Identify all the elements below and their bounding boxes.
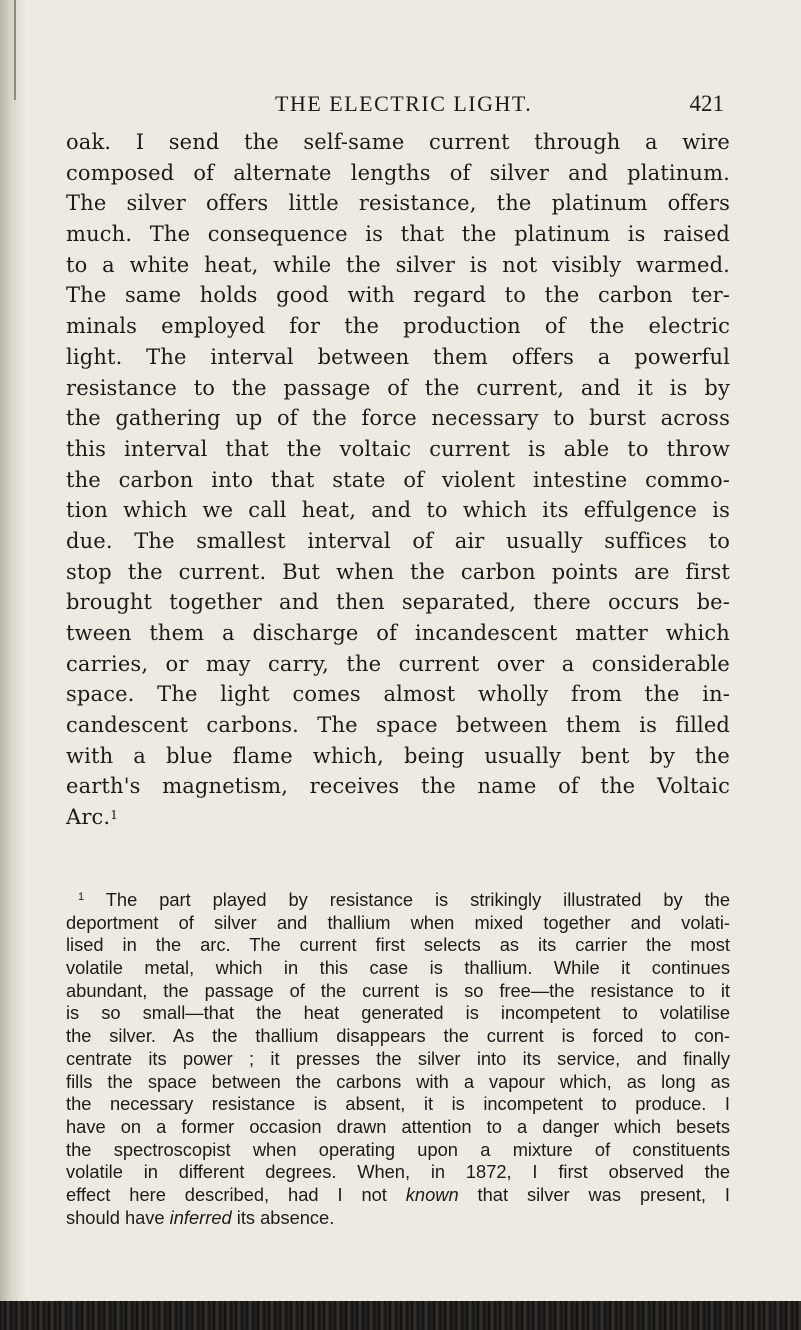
body-line: space. The light comes almost wholly from the in- <box>66 682 730 707</box>
body-line: minals employed for the production of the electric <box>66 314 730 339</box>
body-line: resistance to the passage of the current, and it is by <box>66 375 730 400</box>
footnote-italic: inferred <box>169 1206 232 1228</box>
footnote-line: centrate its power ; it presses the silver into its service, and finally <box>66 1047 730 1069</box>
body-line: tween them a discharge of incandescent matter which <box>66 621 730 645</box>
body-line: the carbon into that state of violent intestine commo- <box>66 467 730 492</box>
page-header <box>70 91 730 121</box>
footnote-text: The part played by resistance is strikingly illustrated by the <box>105 889 730 910</box>
footnote-line <box>66 1184 730 1207</box>
footnote-line: is so small—that the heat generated is incompetent to volatilise <box>66 1002 730 1024</box>
body-line: carries, or may carry, the current over a considerable <box>66 651 730 676</box>
page-number: 421 <box>689 91 724 116</box>
body-line: with a blue flame which, being usually bent by the <box>66 743 730 768</box>
body-line: candescent carbons. The space between them is filled <box>66 713 730 738</box>
body-line: oak. I send the self-same current through a wire <box>66 130 730 154</box>
footnote-line: volatile in different degrees. When, in 1872, I first observed the <box>66 1161 730 1183</box>
footnote-line: deportment of silver and thallium when mixed together and volati- <box>66 911 730 933</box>
footnote-line: have on a former occasion drawn attention to a danger which besets <box>66 1115 730 1137</box>
body-line: tion which we call heat, and to which its effulgence is <box>66 498 730 523</box>
body-line: brought together and then separated, there occurs be- <box>66 590 730 615</box>
body-last-text: Arc. <box>66 805 111 830</box>
body-line: much. The consequence is that the platinum is raised <box>66 222 730 247</box>
book-gutter <box>0 0 26 1330</box>
body-last-line <box>66 802 730 833</box>
body-line: earth's magnetism, receives the name of the Voltaic <box>66 774 730 799</box>
footnote-line: abundant, the passage of the current is so free—the resistance to it <box>66 979 730 1001</box>
footnote-mark: 1 <box>78 891 85 903</box>
footnote-line: volatile metal, which in this case is thallium. While it continues <box>66 957 730 979</box>
footnote <box>66 889 730 1229</box>
footnote-text: its absence. <box>231 1206 335 1228</box>
body-line: due. The smallest interval of air usually suffices to <box>66 528 730 553</box>
body-line: to a white heat, while the silver is not visibly warmed. <box>66 252 730 277</box>
footnote-line: the spectroscopist when operating upon a mixture of constituents <box>66 1138 730 1160</box>
body-line: the gathering up of the force necessary to burst across <box>66 406 730 431</box>
body-line: light. The interval between them offers a powerful <box>66 344 730 369</box>
footnote-italic: known <box>405 1183 459 1205</box>
footnote-line <box>66 889 730 912</box>
footnote-line: fills the space between the carbons with a vapour which, as long as <box>66 1070 730 1092</box>
footnote-line: the necessary resistance is absent, it is incompetent to produce. I <box>66 1093 730 1115</box>
body-line: this interval that the voltaic current is able to throw <box>66 436 730 461</box>
footnote-text: effect here described, had I not <box>66 1183 406 1205</box>
body-text <box>66 127 730 833</box>
footnote-reference: 1 <box>110 808 119 823</box>
body-line: The silver offers little resistance, the platinum offers <box>66 191 730 216</box>
footnote-line: the silver. As the thallium disappears the current is forced to con- <box>66 1025 730 1047</box>
running-head: THE ELECTRIC LIGHT. <box>275 91 533 116</box>
gutter-line <box>14 0 16 100</box>
footnote-text: that silver was present, I <box>458 1183 730 1205</box>
body-line: composed of alternate lengths of silver and platinum. <box>66 160 730 185</box>
scan-edge-band <box>0 1301 801 1330</box>
footnote-line <box>66 1207 730 1230</box>
footnote-text: should have <box>66 1206 170 1228</box>
body-line: The same holds good with regard to the carbon ter- <box>66 283 730 308</box>
body-line: stop the current. But when the carbon points are first <box>66 559 730 584</box>
footnote-line: lised in the arc. The current first selects as its carrier the most <box>66 934 730 956</box>
